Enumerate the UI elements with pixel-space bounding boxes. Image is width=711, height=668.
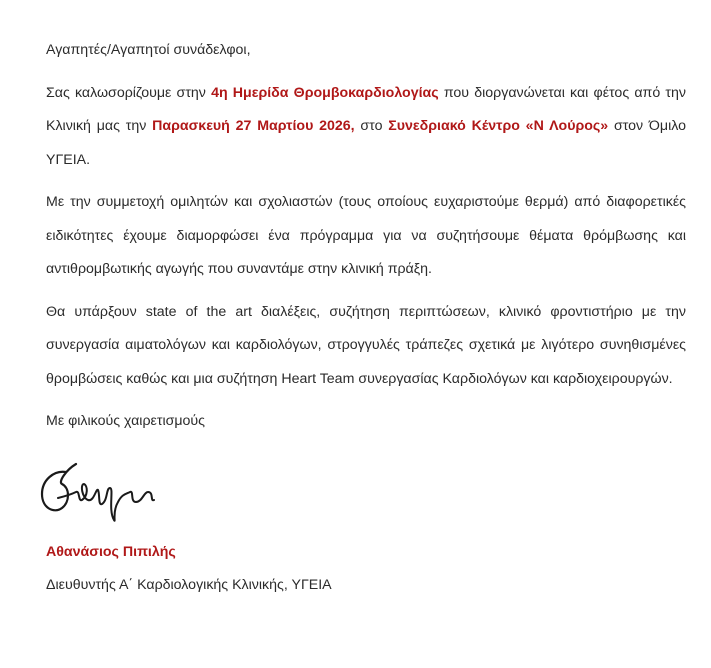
signer-title: Διευθυντής Α΄ Καρδιολογικής Κλινικής, ΥΓΕΙΑ (46, 577, 332, 593)
letter-body (46, 34, 686, 439)
event-date: Παρασκευή 27 Μαρτίου 2026, (152, 118, 355, 134)
paragraph-program: Με την συμμετοχή ομιλητών και σχολιαστών (τους οποίους ευχαριστούμε θερμά) από διαφορετικές ειδικότητες έχουμε διαμορφώσει ένα πρόγραμμα για να συζητήσουμε θέματα θρόμβωσης και αντιθρομβωτικής αγωγής που συναντάμε στην κλινική πράξη. (46, 194, 686, 277)
intro-text-4: στον Όμιλο ΥΓΕΙΑ. (46, 118, 686, 168)
signer-name: Αθανάσιος Πιπιλής (46, 544, 176, 560)
paragraph-sessions: Θα υπάρξουν state of the art διαλέξεις, συζήτηση περιπτώσεων, κλινικό φροντιστήριο με την συνεργασία αιματολόγων και καρδιολόγων, στρογγυλές τράπεζες σχετικά με λιγότερο συνηθισμένες θρομβώσεις καθώς και μια συζήτηση Heart Team συνεργασίας Καρδιολόγων και καρδιοχειρουργών. (46, 303, 686, 387)
paragraph-intro (46, 77, 686, 178)
intro-text-2: που διοργανώνεται και φέτος από την Κλινική μας την (46, 84, 686, 134)
signature-image (36, 458, 166, 528)
event-venue: Συνεδριακό Κέντρο «Ν Λούρος» (388, 118, 609, 134)
greeting: Αγαπητές/Αγαπητοί συνάδελφοι, (46, 42, 251, 58)
intro-text-1: Σας καλωσορίζουμε στην (46, 84, 212, 101)
event-name: 4η Ημερίδα Θρομβοκαρδιολογίας (211, 84, 439, 101)
intro-text-3: στο (354, 118, 389, 134)
closing: Με φιλικούς χαιρετισμούς (46, 413, 206, 429)
